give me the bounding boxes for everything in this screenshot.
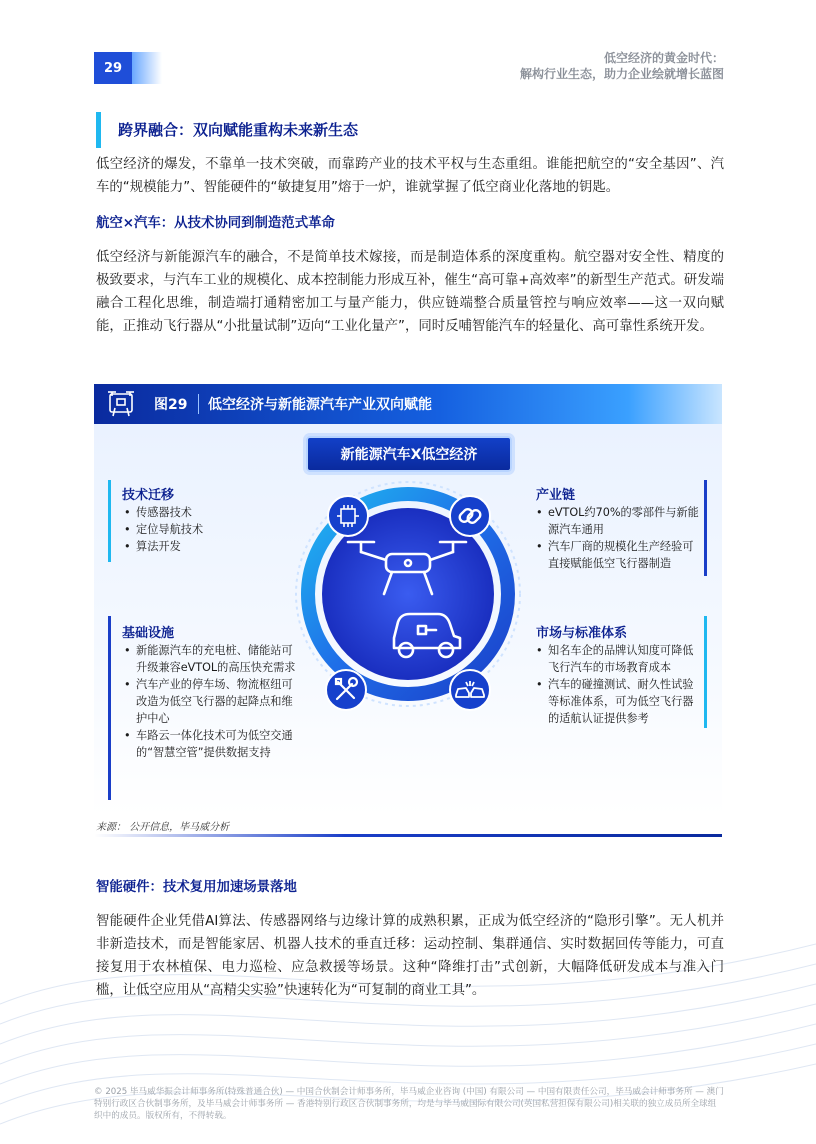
quadrant-tech-bar	[108, 480, 111, 562]
figure-label: 图29	[154, 397, 188, 413]
quadrant-market-title: 市场与标准体系	[536, 626, 628, 641]
figure-source: 来源： 公开信息，毕马威分析	[96, 822, 230, 833]
figure-header	[94, 384, 722, 424]
copyright-footer: © 2025 毕马威华振会计师事务所(特殊普通合伙) — 中国合伙制会计师事务所，毕马威企业咨询 (中国) 有限公司 — 中国有限责任公司，毕马威会计师事务所 — 澳门特别行政区合伙制事务所，及毕马威会计师事务所 — 香港特别行政区合伙制事务所，均是与毕马威国际有限公司(英国私营担保有限公司)相关联的独立成员所全球组织中的成员。版权所有，不得转载。	[94, 1087, 724, 1121]
figure-bottom-rule	[94, 834, 722, 837]
list-item: • 汽车产业的停车场、物流枢纽可改造为低空飞行器的起降点和维护中心	[124, 676, 300, 727]
figure-29	[94, 384, 722, 838]
section-title-bar	[96, 112, 101, 148]
quadrant-market-list	[536, 642, 700, 727]
tools-icon	[324, 668, 368, 712]
quadrant-tech-title: 技术迁移	[122, 488, 175, 503]
running-header-line1: 低空经济的黄金时代：	[603, 51, 724, 65]
list-item: • 知名车企的品牌认知度可降低飞行汽车的市场教育成本	[536, 642, 700, 676]
list-item: • 定位导航技术	[124, 521, 294, 538]
subsection-title-smart-hardware: 智能硬件：技术复用加速场景落地	[96, 880, 297, 895]
quadrant-chain-list	[536, 504, 700, 572]
figure-title: 低空经济与新能源汽车产业双向赋能	[208, 397, 432, 413]
chain-link-icon	[448, 494, 492, 538]
car-crash-test-icon	[448, 668, 492, 712]
figure-center-label: 新能源汽车X低空经济	[306, 436, 512, 472]
quadrant-infra-list	[124, 642, 300, 761]
quadrant-infra-bar	[108, 616, 111, 800]
page-number: 29	[94, 52, 132, 84]
list-item: • 算法开发	[124, 538, 294, 555]
list-item: • eVTOL约70%的零部件与新能源汽车通用	[536, 504, 700, 538]
quadrant-chain-title: 产业链	[536, 488, 576, 503]
quadrant-infra-title: 基础设施	[122, 626, 175, 641]
list-item: • 车路云一体化技术可为低空交通的“智慧空管”提供数据支持	[124, 727, 300, 761]
chip-icon	[326, 494, 370, 538]
quadrant-market-bar	[704, 616, 707, 728]
quadrant-tech-list	[124, 504, 294, 555]
quadrant-chain-bar	[704, 480, 707, 576]
running-header	[520, 50, 724, 82]
intro-paragraph: 低空经济的爆发，不靠单一技术突破，而靠跨产业的技术平权与生态重组。谁能把航空的“安全基因”、汽车的“规模能力”、智能硬件的“敏捷复用”熔于一炉，谁就掌握了低空商业化落地的钥匙。	[96, 157, 724, 195]
running-header-line2: 解构行业生态，助力企业绘就增长蓝图	[519, 67, 724, 81]
list-item: • 汽车的碰撞测试、耐久性试验等标准体系，可为低空飞行器的适航认证提供参考	[536, 676, 700, 727]
list-item: • 汽车厂商的规模化生产经验可直接赋能低空飞行器制造	[536, 538, 700, 572]
aviation-auto-paragraph: 低空经济与新能源汽车的融合，不是简单技术嫁接，而是制造体系的深度重构。航空器对安全性、精度的极致要求，与汽车工业的规模化、成本控制能力形成互补，催生“高可靠+高效率”的新型生产范式。研发端融合工程化思维，制造端打通精密加工与量产能力，供应链端整合质量管控与响应效率——这一双向赋能，正推动飞行器从“小批量试制”迈向“工业化量产”，同时反哺智能汽车的轻量化、高可靠性系统开发。	[96, 250, 724, 334]
page-number-accent	[132, 52, 162, 84]
list-item: • 新能源汽车的充电桩、储能站可升级兼容eVTOL的高压快充需求	[124, 642, 300, 676]
subsection-title-aviation-auto: 航空×汽车：从技术协同到制造范式革命	[96, 216, 335, 231]
smart-hardware-paragraph: 智能硬件企业凭借AI算法、传感器网络与边缘计算的成熟积累，正成为低空经济的“隐形引擎”。无人机并非新造技术，而是智能家居、机器人技术的垂直迁移：运动控制、集群通信、实时数据回传等能力，可直接复用于农林植保、电力巡检、应急救援等场景。这种“降维打击”式创新，大幅降低研发成本与准入门槛，让低空应用从“高精尖实验”快速转化为“可复制的商业工具”。	[96, 914, 724, 998]
drone-header-icon	[106, 388, 136, 420]
section-title: 跨界融合：双向赋能重构未来新生态	[118, 121, 359, 139]
list-item: • 传感器技术	[124, 504, 294, 521]
figure-header-divider	[198, 394, 199, 414]
